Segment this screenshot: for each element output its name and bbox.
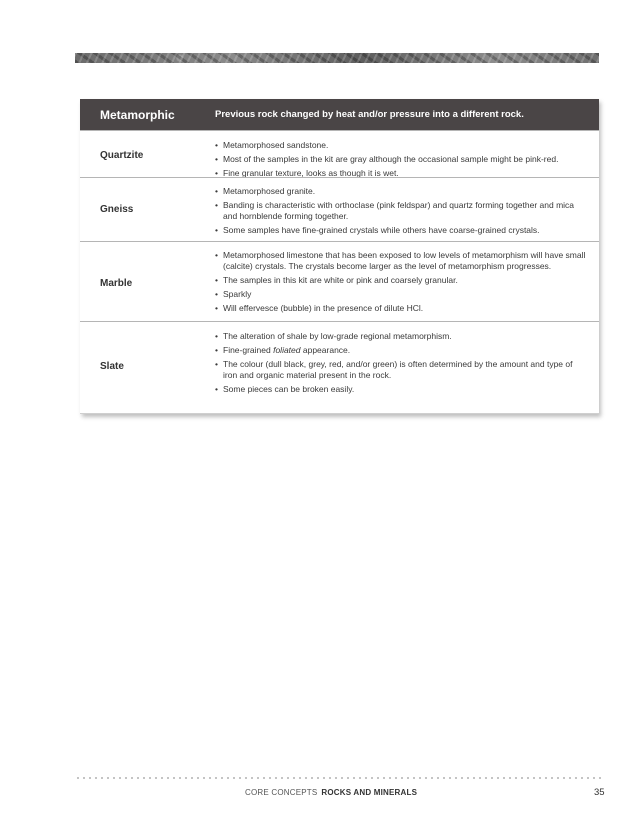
list-item: • Most of the samples in the kit are gray although the occasional sample might be pink-red. [215,154,559,164]
page-footer [0,787,638,801]
dotted-divider [75,777,601,779]
list-item: • Banding is characteristic with orthoclase (pink feldspar) and quartz forming together and mica and hornblende forming together. [215,200,575,221]
header-rock-type: Metamorphic [100,108,175,122]
rock-properties-list [215,186,587,239]
list-item: • Metamorphosed sandstone. [215,140,329,150]
rock-properties-list [215,140,587,182]
rock-properties-list [215,331,587,398]
table-header [80,99,599,130]
header-description: Previous rock changed by heat and/or pressure into a different rock. [215,109,524,120]
rock-properties-list [215,250,587,317]
page-number: 35 [594,787,605,798]
footer-topic: ROCKS AND MINERALS [321,788,418,797]
metamorphic-rocks-table [80,99,599,414]
list-item: • Fine-grained foliated appearance. [215,345,351,355]
table-row [80,177,599,241]
rock-name: Marble [100,278,133,289]
list-item: • The colour (dull black, grey, red, and/or green) is often determined by the amount and type of iron and organic material present in the rock. [215,359,573,380]
table-row [80,130,599,177]
list-item: • Metamorphosed limestone that has been exposed to low levels of metamorphism will have small (calcite) crystals. The crystals become larger as the level of metamorphism progresses. [215,250,586,271]
list-item: • The alteration of shale by low-grade regional metamorphism. [215,331,452,341]
footer-section: CORE CONCEPTS ROCKS AND MINERALS [245,788,418,797]
emphasis-text: foliated [273,345,301,355]
rock-name: Slate [100,361,124,372]
rock-texture-banner [75,53,599,63]
table-row [80,321,599,413]
list-item: • Some pieces can be broken easily. [215,383,355,394]
table-row [80,241,599,321]
list-item: • Sparkly [215,288,252,299]
rock-name: Quartzite [100,150,144,161]
list-item: • Metamorphosed granite. [215,186,316,196]
list-item: • Will effervesce (bubble) in the presence of dilute HCl. [215,302,424,313]
list-item: • Some samples have fine-grained crystals while others have coarse-grained crystals. [215,224,540,235]
list-item: • Fine granular texture, looks as though it is wet. [215,168,399,178]
rock-name: Gneiss [100,204,134,215]
list-item: • The samples in this kit are white or pink and coarsely granular. [215,274,458,285]
